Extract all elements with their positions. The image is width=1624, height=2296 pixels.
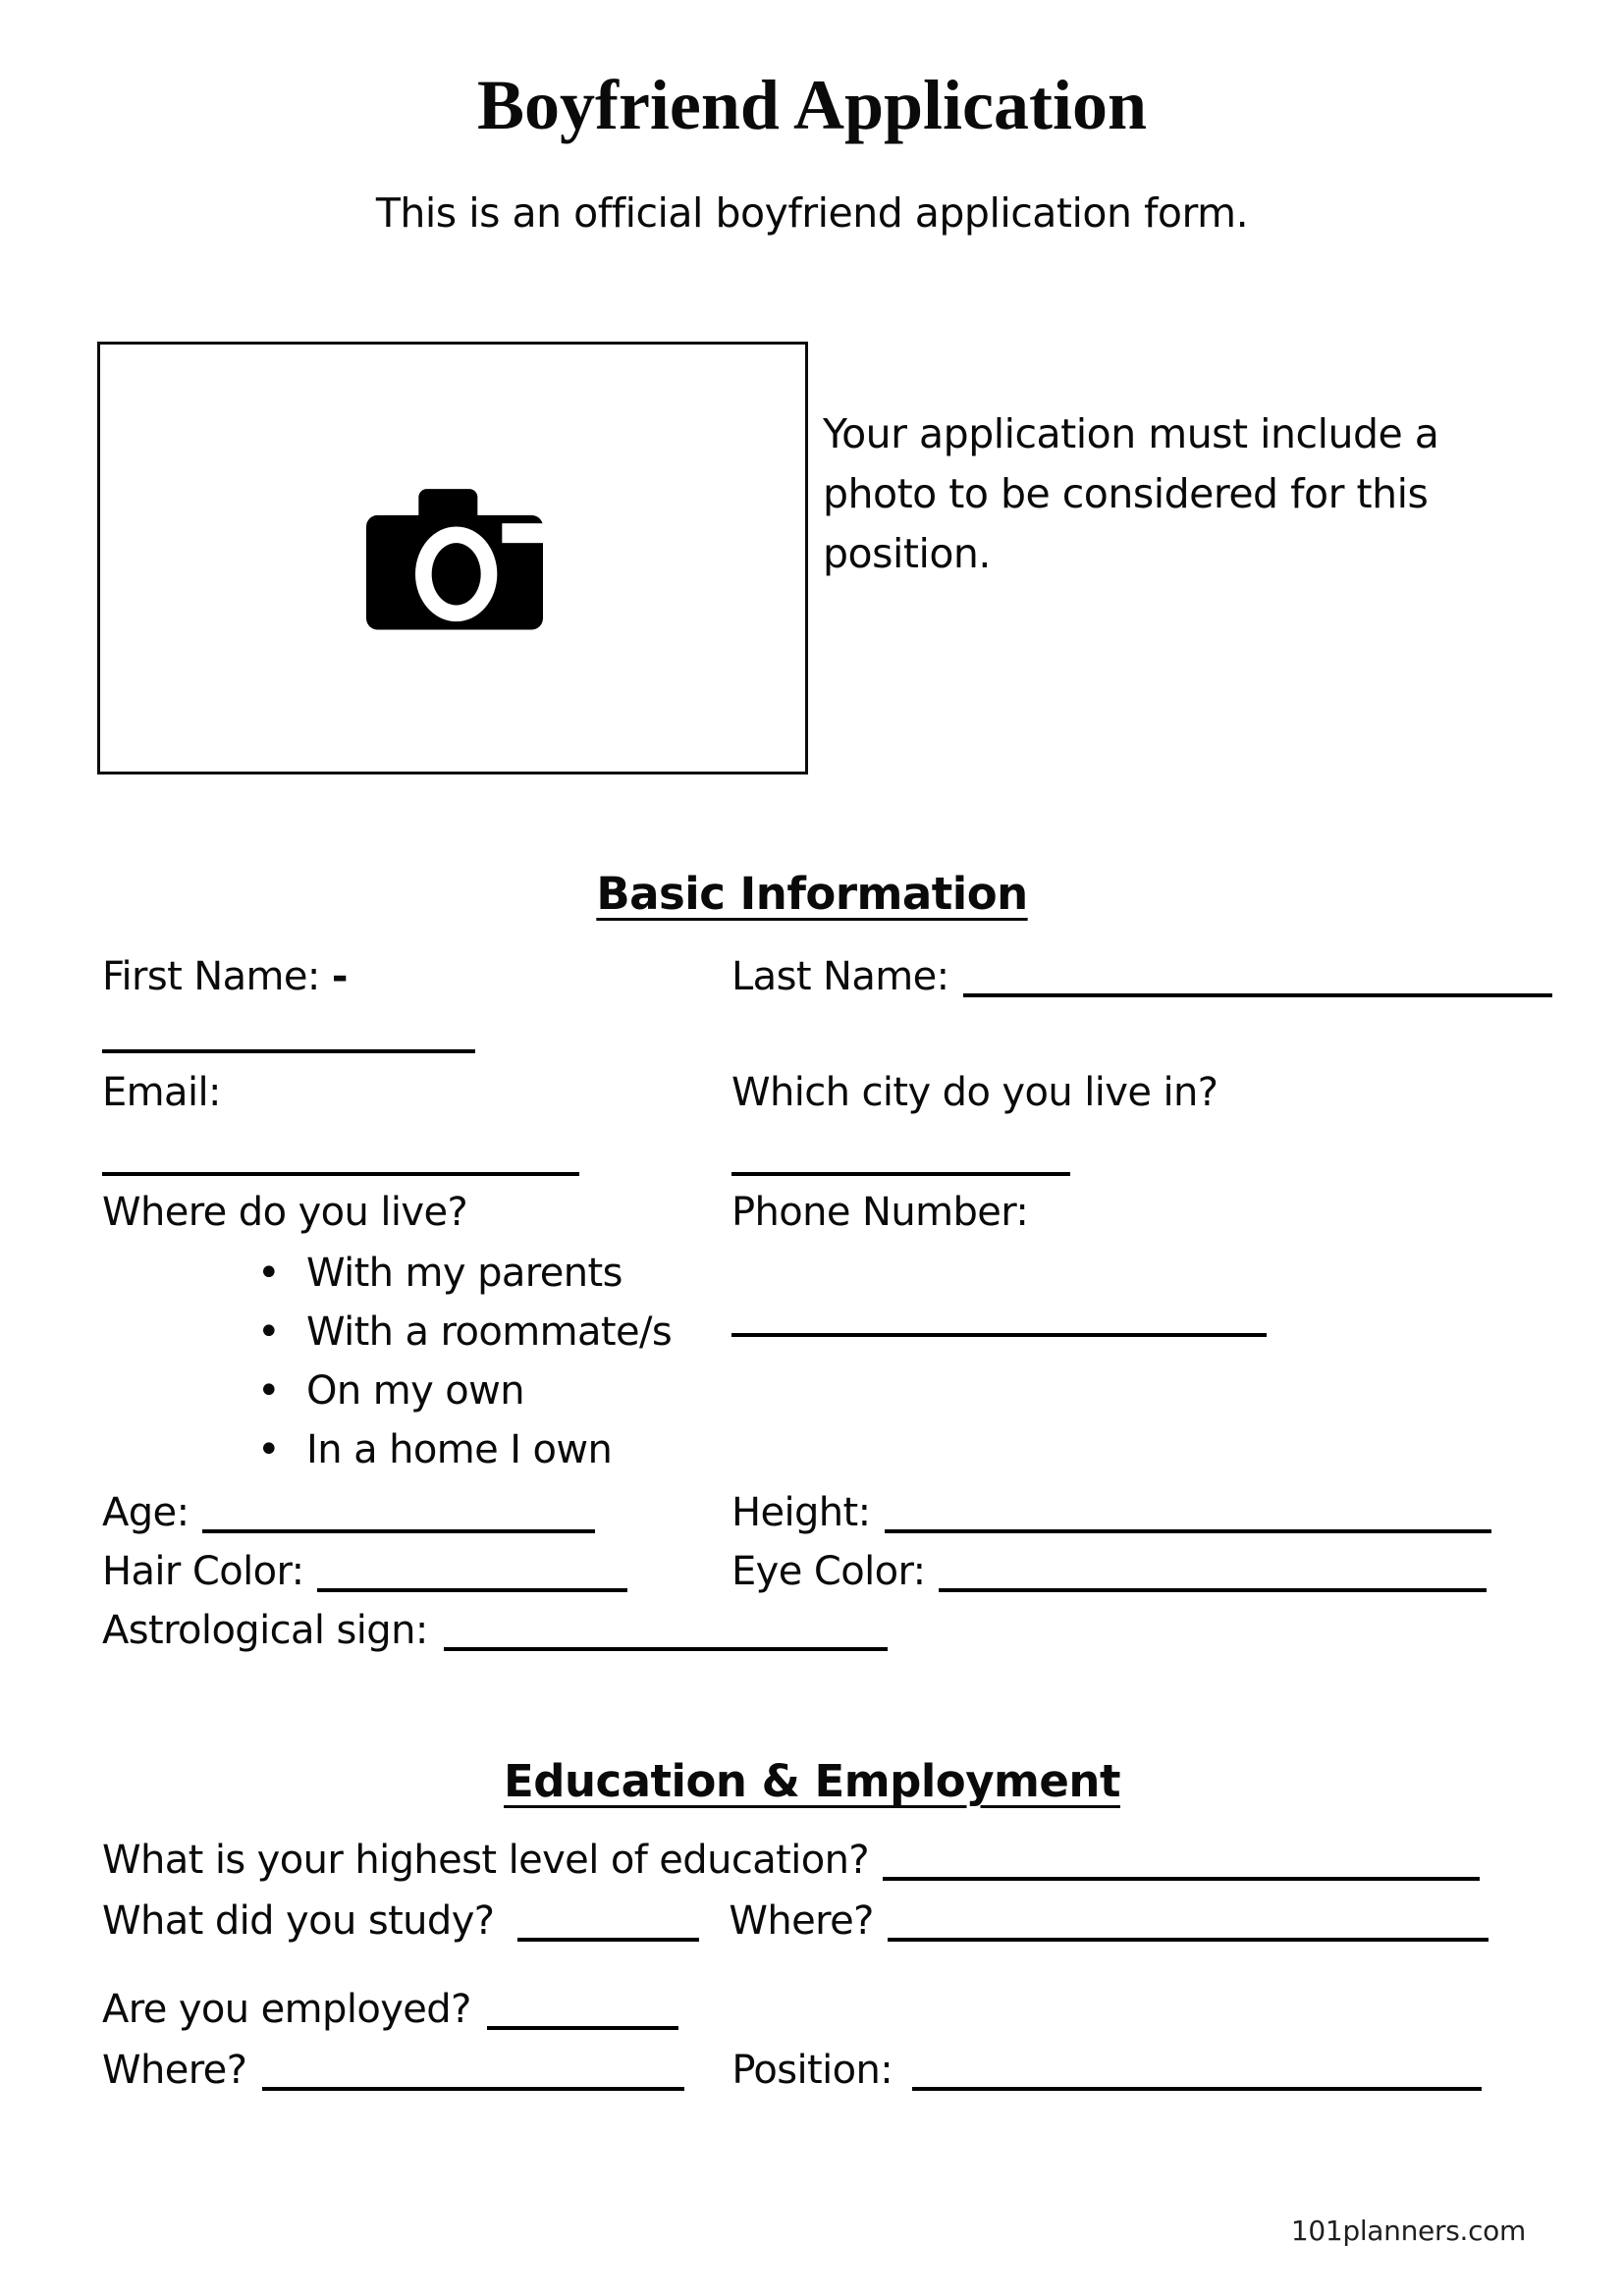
highest-education-field[interactable]: [883, 1877, 1480, 1881]
email-field[interactable]: [102, 1172, 579, 1176]
work-where-field[interactable]: [262, 2087, 684, 2091]
page-subtitle: This is an official boyfriend application form.: [375, 189, 1249, 237]
hair-color-row: [102, 1549, 627, 1594]
first-name-label: First Name:: [102, 954, 320, 999]
age-field[interactable]: [202, 1529, 595, 1533]
last-name-label: Last Name:: [731, 954, 949, 999]
highest-education-label: What is your highest level of education?: [102, 1838, 870, 1883]
age-label: Age:: [102, 1490, 189, 1535]
page-title: Boyfriend Application: [476, 66, 1148, 144]
photo-note: Your application must include a photo to be considered for this position.: [823, 410, 1439, 577]
first-name-row: [102, 954, 348, 999]
study-row: [102, 1898, 1489, 1944]
last-name-row: [731, 954, 1552, 999]
where-live-question: Where do you live?: [102, 1190, 468, 1235]
eye-color-label: Eye Color:: [731, 1549, 926, 1594]
study-field[interactable]: [517, 1938, 699, 1942]
hair-color-field[interactable]: [317, 1588, 627, 1592]
work-where-label: Where?: [102, 2048, 247, 2093]
astro-sign-row: [102, 1608, 888, 1653]
study-where-field[interactable]: [888, 1938, 1489, 1942]
height-row: [731, 1490, 1491, 1535]
footer-credit: 101planners.com: [1290, 2215, 1526, 2247]
first-name-field[interactable]: [102, 1049, 475, 1053]
education-employment-heading: Education & Employment: [504, 1755, 1120, 1807]
basic-information-heading: Basic Information: [596, 868, 1028, 920]
highest-education-row: [102, 1838, 1480, 1883]
employed-field[interactable]: [487, 2026, 678, 2030]
study-label: What did you study?: [102, 1898, 495, 1944]
employed-row: [102, 1987, 678, 2032]
option-with-my-parents: • With my parents: [257, 1251, 623, 1296]
option-with-a-roommate: • With a roommate/s: [257, 1309, 672, 1355]
city-field[interactable]: [731, 1172, 1070, 1176]
hair-color-label: Hair Color:: [102, 1549, 304, 1594]
last-name-field[interactable]: [963, 993, 1552, 997]
eye-color-row: [731, 1549, 1487, 1594]
employed-label: Are you employed?: [102, 1987, 471, 2032]
first-name-value: -: [331, 954, 348, 999]
study-where-label: Where?: [729, 1898, 874, 1944]
position-field[interactable]: [912, 2087, 1482, 2091]
phone-field[interactable]: [731, 1333, 1267, 1337]
option-on-my-own: • On my own: [257, 1368, 524, 1414]
astro-sign-field[interactable]: [444, 1647, 888, 1651]
photo-upload-box[interactable]: [97, 342, 808, 774]
age-row: [102, 1490, 595, 1535]
work-row: [102, 2048, 1482, 2093]
astro-sign-label: Astrological sign:: [102, 1608, 428, 1653]
height-field[interactable]: [885, 1529, 1491, 1533]
phone-label: Phone Number:: [731, 1190, 1029, 1235]
height-label: Height:: [731, 1490, 871, 1535]
city-question: Which city do you live in?: [731, 1070, 1218, 1115]
eye-color-field[interactable]: [939, 1588, 1487, 1592]
camera-icon: [356, 480, 553, 637]
position-label: Position:: [731, 2048, 893, 2093]
email-label: Email:: [102, 1070, 221, 1115]
option-home-i-own: • In a home I own: [257, 1427, 612, 1472]
